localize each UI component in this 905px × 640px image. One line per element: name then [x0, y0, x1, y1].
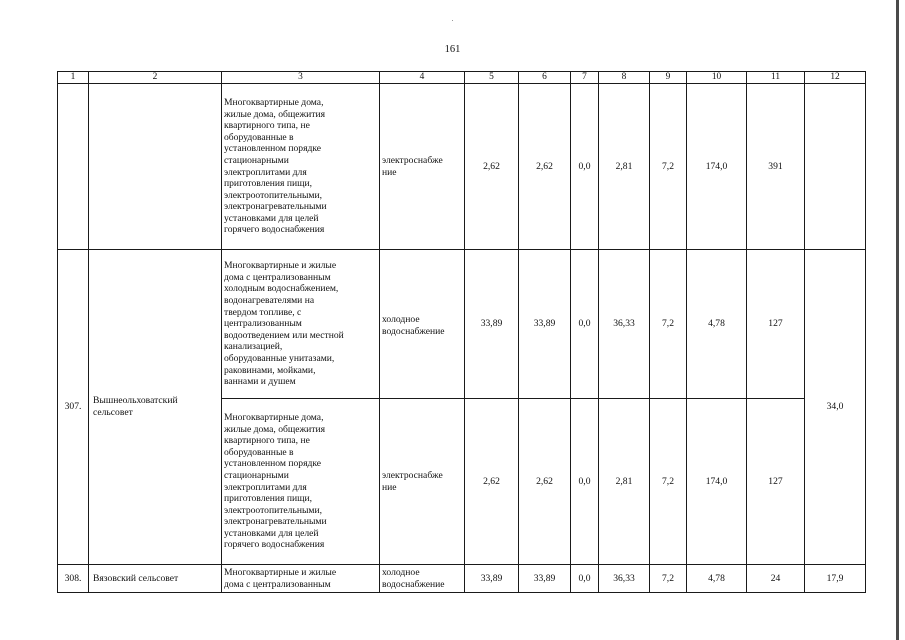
- header-cell: 9: [650, 72, 687, 84]
- value-col10: 174,0: [687, 84, 747, 250]
- row-number-cell: 308.: [58, 565, 89, 593]
- value-col9: 7,2: [650, 565, 687, 593]
- header-cell: 1: [58, 72, 89, 84]
- value-col9: 7,2: [650, 399, 687, 565]
- table-row: [58, 84, 866, 250]
- header-cell: 12: [805, 72, 866, 84]
- settlement-name-cell: [89, 84, 222, 250]
- value-col7: 0,0: [571, 399, 599, 565]
- housing-description: Многоквартирные дома, жилые дома, общежития квартирного типа, не оборудованные в установленном порядке стационарными электроплитами для приготовления пищи, электроотопительными, электронагревательными установками для целей горячего водоснабжения: [222, 399, 380, 565]
- table-row: [58, 565, 866, 593]
- header-cell: 10: [687, 72, 747, 84]
- housing-description: Многоквартирные и жилые дома с централизованным холодным водоснабжением, водонагревателями на твердом топливе, с централизованным водоотведением или местной канализацией, оборудованные унитазами, раковинами, мойками, ваннами и душем: [222, 250, 380, 399]
- value-col12: [805, 84, 866, 250]
- header-cell: 6: [519, 72, 571, 84]
- value-col9: 7,2: [650, 250, 687, 399]
- header-row: [58, 72, 866, 84]
- value-col8: 2,81: [599, 84, 650, 250]
- value-col12: 34,0: [805, 250, 866, 565]
- value-col6: 2,62: [519, 84, 571, 250]
- value-col6: 33,89: [519, 250, 571, 399]
- value-col7: 0,0: [571, 84, 599, 250]
- header-cell: 11: [747, 72, 805, 84]
- scan-speck: [452, 20, 453, 21]
- service-type: холодное водоснабжение: [380, 250, 465, 399]
- value-col5: 2,62: [465, 84, 519, 250]
- page-number: 161: [444, 44, 461, 55]
- value-col8: 36,33: [599, 565, 650, 593]
- value-col8: 36,33: [599, 250, 650, 399]
- value-col10: 174,0: [687, 399, 747, 565]
- row-number-cell: [58, 84, 89, 250]
- value-col11: 127: [747, 399, 805, 565]
- value-col11: 24: [747, 565, 805, 593]
- settlement-name-cell: Вязовский сельсовет: [89, 565, 222, 593]
- value-col11: 127: [747, 250, 805, 399]
- service-type: электроснабже ние: [380, 399, 465, 565]
- value-col12: 17,9: [805, 565, 866, 593]
- page-edge-shadow: [896, 0, 899, 640]
- value-col9: 7,2: [650, 84, 687, 250]
- value-col10: 4,78: [687, 250, 747, 399]
- value-col6: 2,62: [519, 399, 571, 565]
- header-cell: 4: [380, 72, 465, 84]
- housing-description: Многоквартирные и жилые дома с централизованным: [222, 565, 380, 593]
- value-col7: 0,0: [571, 565, 599, 593]
- header-cell: 8: [599, 72, 650, 84]
- value-col5: 33,89: [465, 250, 519, 399]
- service-type: электроснабже ние: [380, 84, 465, 250]
- header-cell: 2: [89, 72, 222, 84]
- table-row: [58, 250, 866, 399]
- value-col7: 0,0: [571, 250, 599, 399]
- header-cell: 7: [571, 72, 599, 84]
- header-cell: 3: [222, 72, 380, 84]
- row-number-cell: 307.: [58, 250, 89, 565]
- header-cell: 5: [465, 72, 519, 84]
- settlement-name-cell: Вышнеольховатский сельсовет: [89, 250, 222, 565]
- value-col5: 2,62: [465, 399, 519, 565]
- value-col11: 391: [747, 84, 805, 250]
- tariff-table: [57, 71, 866, 593]
- value-col8: 2,81: [599, 399, 650, 565]
- service-type: холодное водоснабжение: [380, 565, 465, 593]
- housing-description: Многоквартирные дома, жилые дома, общежития квартирного типа, не оборудованные в установленном порядке стационарными электроплитами для приготовления пищи, электроотопительными, электронагревательными установками для целей горячего водоснабжения: [222, 84, 380, 250]
- value-col6: 33,89: [519, 565, 571, 593]
- value-col10: 4,78: [687, 565, 747, 593]
- value-col5: 33,89: [465, 565, 519, 593]
